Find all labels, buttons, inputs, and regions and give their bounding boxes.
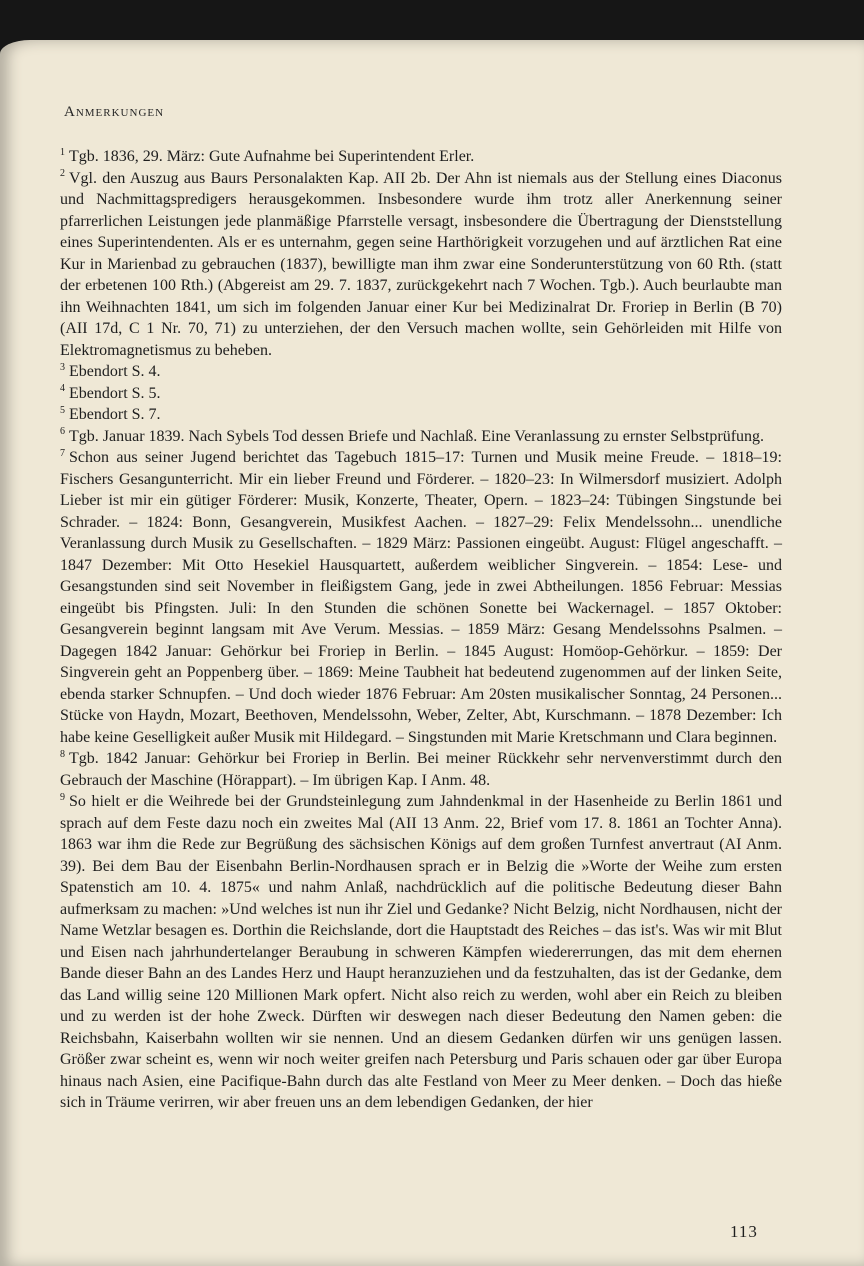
- footnote-number: 8: [60, 748, 65, 760]
- footnote-text: Ebendort S. 4.: [69, 363, 161, 380]
- footnote-text: Vgl. den Auszug aus Baurs Personalakten Kap. AII 2b. Der Ahn ist niemals aus der Stellung eines Diaconus und Nachmittagspredigers herausgekommen. Insbesondere wurde ihm trotz aller Anerkennung seiner pfarrerlichen Leistungen jede planmäßige Pfarrstelle versagt, insbesondere die Übertragung der Dienststellung eines Superintendenten. Als er es unternahm, gegen seine Harthörigkeit vorzugehen und auf ärztlichen Rat eine Kur in Marienbad zu gebrauchen (1837), bewilligte man ihm zwar eine Sonderunterstützung von 60 Rth. (statt der erbetenen 100 Rth.) (Abgereist am 29. 7. 1837, zurückgekehrt nach 7 Wochen. Tgb.). Auch beurlaubte man ihn Weihnachten 1841, um sich im folgenden Januar einer Kur bei Medizinalrat Dr. Froriep in Berlin (B 70) (AII 17d, C 1 Nr. 70, 71) zu unterziehen, der den Versuch machen wollte, sein Gehörleiden mit Hilfe von Elektromagnetismus zu beheben.: [60, 169, 782, 359]
- footnote: [60, 791, 782, 1114]
- footnote: [60, 146, 782, 168]
- footnote: [60, 383, 782, 405]
- page-number: 113: [730, 1222, 758, 1241]
- footnote: [60, 168, 782, 362]
- footnote-number: 3: [60, 361, 65, 373]
- footnote: [60, 748, 782, 791]
- footnote-number: 7: [60, 447, 65, 459]
- footnote: [60, 404, 782, 426]
- footnote-text: Ebendort S. 5.: [69, 384, 161, 402]
- footnote-text: Tgb. 1842 Januar: Gehörkur bei Froriep in Berlin. Bei meiner Rückkehr sehr nervenverstimmt durch den Gebrauch der Maschine (Hörappart). – Im übrigen Kap. I Anm. 48.: [60, 750, 782, 789]
- footnote-number: 2: [60, 168, 65, 180]
- footnotes: [60, 146, 782, 1114]
- footnote-number: 5: [60, 404, 65, 416]
- footnote: [60, 447, 782, 748]
- footnote-text: Tgb. 1836, 29. März: Gute Aufnahme bei Superintendent Erler.: [69, 148, 475, 165]
- footnote: [60, 361, 782, 383]
- footnote-text: Ebendort S. 7.: [69, 406, 161, 423]
- footnote-text: So hielt er die Weihrede bei der Grundsteinlegung zum Jahndenkmal in der Hasenheide zu Berlin 1861 und sprach auf dem Feste dazu noch ein zweites Mal (AII 13 Anm. 22, Brief vom 17. 8. 1861 an Tochter Anna). 1863 war ihm die Rede zur Begrüßung des sächsischen Königs auf dem großen Turnfest anvertraut (AI Anm. 39). Bei dem Bau der Eisenbahn Berlin-Nordhausen sprach er in Belzig die »Worte der Weihe zum ersten Spatenstich am 10. 4. 1875« und nahm Anlaß, nachdrücklich auf die politische Bedeutung dieser Bahn aufmerksam zu machen: »Und welches ist nun ihr Ziel und Gedanke? Nicht Belzig, nicht Nordhausen, nicht der Name Wetzlar besagen es. Dorthin die Reichslande, dort die Hauptstadt des Reiches – das ist's. Was wir mit Blut und Eisen nach jahrhundertelanger Beraubung in schweren Kämpfen wiedererrungen, das mit dem ehernen Bande dieser Bahn an des Landes Herz und Haupt heranzuziehen und da festzuhalten, das ist der Gedanke, dem das Land willig seine 120 Millionen Mark opfert. Nicht also reich zu werden, wohl aber ein Reich zu bleiben und zu werden ist der hohe Zweck. Dürften wir deswegen nach dieser Bedeutung den Namen geben: die Reichsbahn, Kaiserbahn wollten wir sie nennen. Und an diesem Gedanken dürfen wir uns genügen lassen. Größer zwar scheint es, wenn wir noch weiter greifen nach Petersburg und Paris schauen oder gar über Europa hinaus nach Asien, eine Pacifique-Bahn durch das alte Festland von Meer zu Meer denken. – Doch das hieße sich in Träume verirren, wir aber freuen uns an dem lebendigen Gedanken, der hier: [60, 793, 782, 1111]
- footnote-text: Schon aus seiner Jugend berichtet das Tagebuch 1815–17: Turnen und Musik meine Freude. – 1818–19: Fischers Gesangunterricht. Mir ein lieber Freund und Förderer. – 1820–23: In Wilmersdorf musiziert. Adolph Lieber ist mir ein gütiger Förderer: Musik, Konzerte, Theater, Opern. – 1823–24: Tübingen Singstunde bei Schrader. – 1824: Bonn, Gesangverein, Musikfest Aachen. – 1827–29: Felix Mendelssohn... unendliche Veranlassung durch Musik zu Gesellschaften. – 1829 März: Passionen eingeübt. August: Flügel angeschafft. – 1847 Dezember: Mit Otto Hesekiel Hausquartett, außerdem weiblicher Singverein. – 1854: Lese- und Gesangstunden sind seit November in fleißigstem Gang, jede in zwei Abtheilungen. 1856 Februar: Messias eingeübt bis Pfingsten. Juli: In den Stunden die schönen Sonette bei Wackernagel. – 1857 Oktober: Gesangverein beginnt langsam mit Ave Verum. Messias. – 1859 März: Gesang Mendelssohns Psalmen. – Dagegen 1842 Januar: Gehörkur bei Froriep in Berlin. – 1845 August: Homöop-Gehörkur. – 1859: Der Singverein geht an Poppenberg über. – 1869: Meine Taubheit hat bedeutend zugenommen auf der linken Seite, ebenda starker Schnupfen. – Und doch wieder 1876 Februar: Am 20sten musikalischer Sonntag, 24 Personen... Stücke von Haydn, Mozart, Beethoven, Mendelssohn, Weber, Zelter, Abt, Kurschmann. – 1878 Dezember: Ich habe keine Geselligkeit außer Musik mit Hildegard. – Singstunden mit Marie Kretschmann und Clara beginnen.: [60, 449, 782, 746]
- footnote-number: 4: [60, 383, 65, 395]
- footnote-number: 6: [60, 426, 65, 438]
- footnote-number: 9: [60, 791, 65, 803]
- section-heading: Anmerkungen: [64, 104, 165, 120]
- footnote-number: 1: [60, 146, 65, 158]
- footnote-text: Tgb. Januar 1839. Nach Sybels Tod dessen Briefe und Nachlaß. Eine Veranlassung zu ernster Selbstprüfung.: [69, 427, 765, 445]
- footnote: [60, 426, 782, 448]
